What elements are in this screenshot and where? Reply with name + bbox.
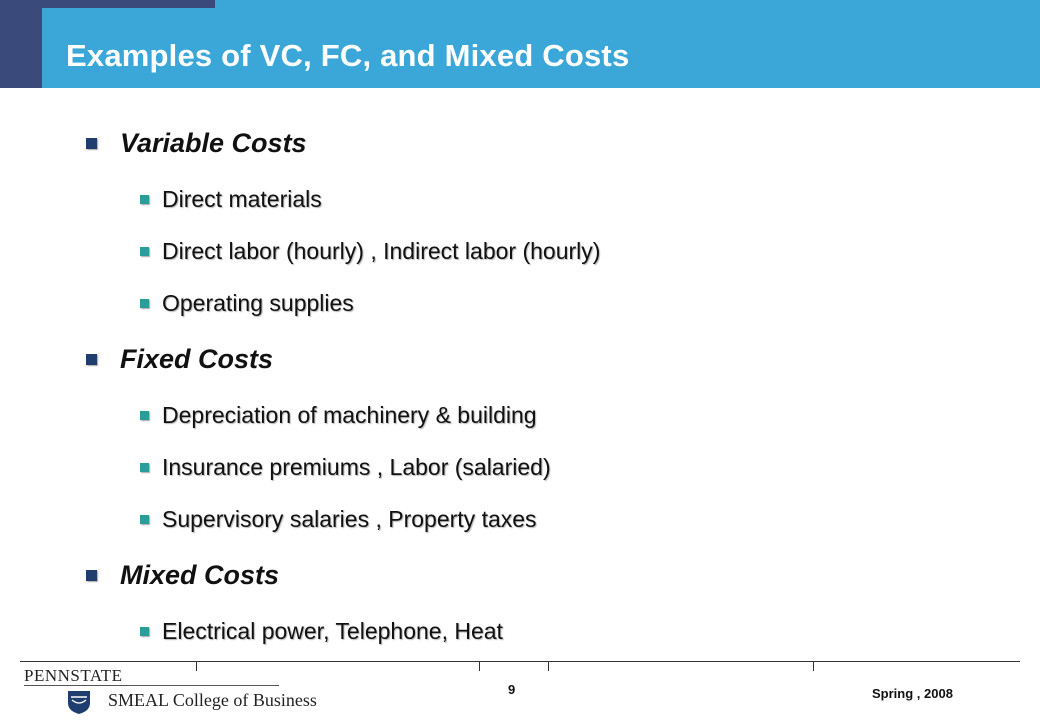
bullet-square-icon — [140, 515, 149, 524]
section-heading-mixed — [120, 560, 279, 591]
bullet-square-icon — [140, 195, 149, 204]
logo-divider — [24, 685, 279, 686]
section-heading-fixed — [120, 344, 273, 375]
list-item-label: Depreciation of machinery & building — [162, 402, 537, 428]
section-heading-label: Fixed Costs — [120, 344, 274, 374]
bullet-square-icon — [140, 463, 149, 472]
list-item — [162, 238, 600, 265]
bullet-square-icon — [140, 247, 149, 256]
list-item — [162, 290, 354, 317]
footer-tick — [196, 661, 197, 671]
section-heading-label: Variable Costs — [120, 128, 307, 158]
bullet-square-icon — [140, 627, 149, 636]
shield-icon — [66, 689, 92, 715]
list-item-label: Direct labor (hourly) , Indirect labor (hourly) — [162, 238, 601, 264]
list-item-label: Electrical power, Telephone, Heat — [162, 618, 503, 644]
list-item — [162, 506, 537, 533]
slide-title: Examples of VC, FC, and Mixed Costs — [66, 38, 630, 73]
list-item-label: Direct materials — [162, 186, 322, 212]
smeal-logo-text: SMEAL College of Business — [108, 690, 317, 710]
footer-tick — [479, 661, 480, 671]
bullet-square-icon — [86, 354, 97, 365]
page-number: 9 — [508, 682, 516, 697]
bullet-square-icon — [86, 570, 97, 581]
list-item — [162, 454, 551, 481]
list-item — [162, 186, 322, 213]
footer-tick — [548, 661, 549, 671]
bullet-square-icon — [140, 411, 149, 420]
footer-date: Spring , 2008 — [872, 686, 953, 701]
list-item — [162, 618, 503, 645]
section-heading-label: Mixed Costs — [120, 560, 280, 590]
list-item-label: Supervisory salaries , Property taxes — [162, 506, 537, 532]
list-item — [162, 402, 537, 429]
footer-tick — [813, 661, 814, 671]
bullet-square-icon — [86, 138, 97, 149]
footer-divider — [20, 661, 1020, 662]
bullet-square-icon — [140, 299, 149, 308]
pennstate-logo-text: PENNSTATE — [24, 666, 123, 685]
list-item-label: Insurance premiums , Labor (salaried) — [162, 454, 551, 480]
list-item-label: Operating supplies — [162, 290, 354, 316]
section-heading-variable — [120, 128, 307, 159]
